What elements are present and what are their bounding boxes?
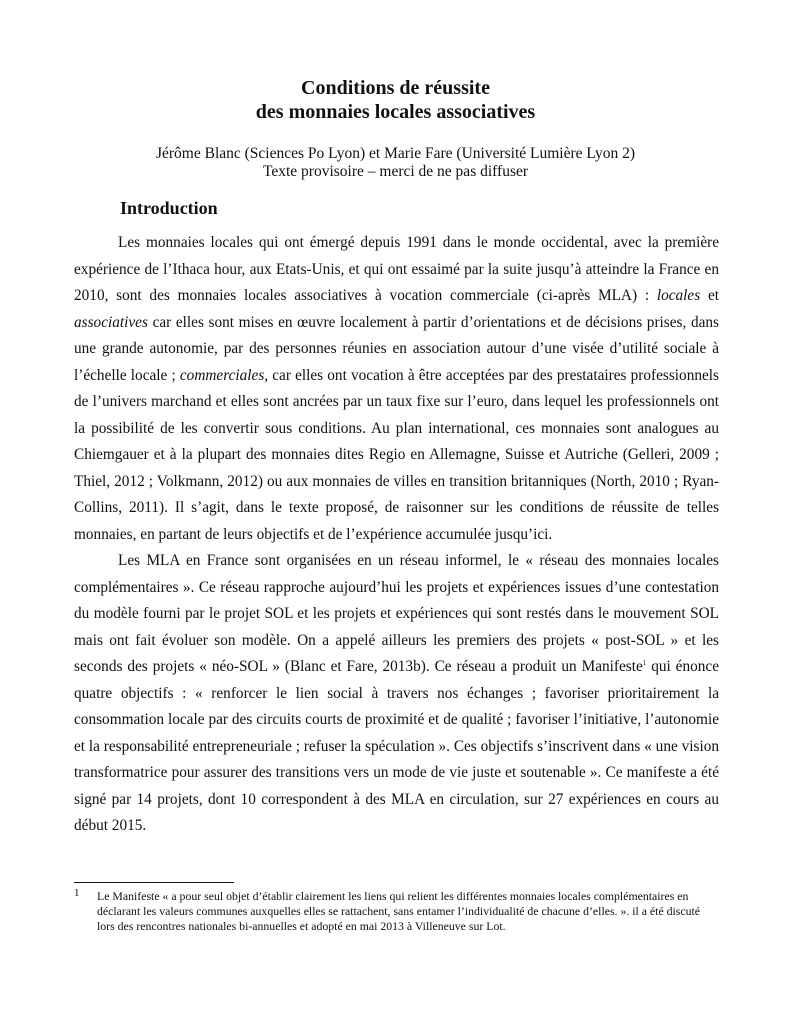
emphasis-commerciales: commerciales (179, 366, 265, 384)
introduction-body (74, 230, 719, 840)
footnote-reference[interactable]: 1 (642, 659, 647, 667)
authors-affiliations: Jérôme Blanc (Sciences Po Lyon) et Marie Fare (Université Lumière Lyon 2) (155, 145, 636, 162)
section-heading-introduction: Introduction (120, 198, 218, 218)
footnote-separator (74, 882, 234, 883)
paragraph-2-text-b: qui énonce quatre objectifs : « renforcer le lien social à travers nos échanges ; favoriser prioritairement la consommation locale par des circuits courts de proximité et de qualité ; favoriser l’initiative, l’autonomie et la responsabilité entrepreneuriale ; refuser la spéculation ». Ces objectifs s’inscrivent dans « une vision transformatrice pour assurer des transitions vers un mode de vie juste et soutenable ». Ce manifeste a été signé par 14 projets, dont 10 correspondent à des MLA en circulation, sur 27 expériences en cours au début 2015. (74, 658, 719, 834)
title-line-1: Conditions de réussite (301, 77, 490, 99)
paragraph-1 (74, 230, 719, 548)
paragraph-2-text-a: Les MLA en France sont organisées en un réseau informel, le « réseau des monnaies locales complémentaires ». Ce réseau rapproche aujourd’hui les projets et expériences issues d’une contestation du modèle fourni par le projet SOL et les projets et expériences qui sont restés dans le mouvement SOL mais ont fait évoluer son modèle. On a appelé ailleurs les premiers des projets « post-SOL » et les seconds des projets « néo-SOL » (Blanc et Fare, 2013b). Ce réseau a produit un Manifeste (74, 552, 719, 675)
paragraph-1-text-d: , car elles ont vocation à être acceptées par des prestataires professionnels de l’univers marchand et elles sont ancrées par un taux fixe sur l’euro, dans lequel les professionnels ont la possibilité de les convertir sous conditions. Au plan international, ces monnaies sont analogues au Chiemgauer et à la plupart des monnaies dites Regio en Allemagne, Suisse et Autriche (Gelleri, 2009 ; Thiel, 2012 ; Volkmann, 2012) ou aux monnaies de villes en transition britanniques (North, 2010 ; Ryan-Collins, 2011). Il s’agit, dans le texte proposé, de raisonner sur les conditions de réussite de telles monnaies, en partant de leurs objectifs et de l’expérience accumulée jusqu’ici. (74, 366, 719, 543)
paragraph-1-text-b: et (700, 287, 719, 304)
draft-notice: Texte provisoire – merci de ne pas diffuser (262, 163, 529, 180)
author-block (0, 145, 791, 181)
paper-title (0, 76, 791, 124)
paragraph-1-text-a: Les monnaies locales qui ont émergé depuis 1991 dans le monde occidental, avec la première expérience de l’Ithaca hour, aux Etats-Unis, et qui ont essaimé par la suite jusqu’à atteindre la France en 2010, sont des monnaies locales associatives à vocation commerciale (ci-après MLA) : (74, 234, 719, 304)
footnote-text: Le Manifeste « a pour seul objet d’établir clairement les liens qui relient les différentes monnaies locales complémentaires en déclarant les valeurs communes auxquelles elles se rattachent, sans entamer l’individualité de chacune d’elles. ». il a été discuté lors des rencontres nationales bi-annuelles et adopté en mai 2013 à Villeneuve sur Lot. (97, 889, 701, 933)
title-line-2: des monnaies locales associatives (255, 101, 536, 123)
paragraph-2 (74, 548, 719, 840)
footnote-1 (74, 889, 714, 934)
emphasis-locales: locales (656, 287, 701, 304)
paragraph-1-text-c: car elles sont mises en œuvre localement à partir d’orientations et de décisions prises, dans une grande autonomie, par des personnes réunies en association autour d’une visée d’utilité sociale à l’échelle locale ; (74, 313, 719, 384)
emphasis-associatives: associatives (74, 313, 148, 331)
footnote-number: 1 (74, 887, 80, 899)
